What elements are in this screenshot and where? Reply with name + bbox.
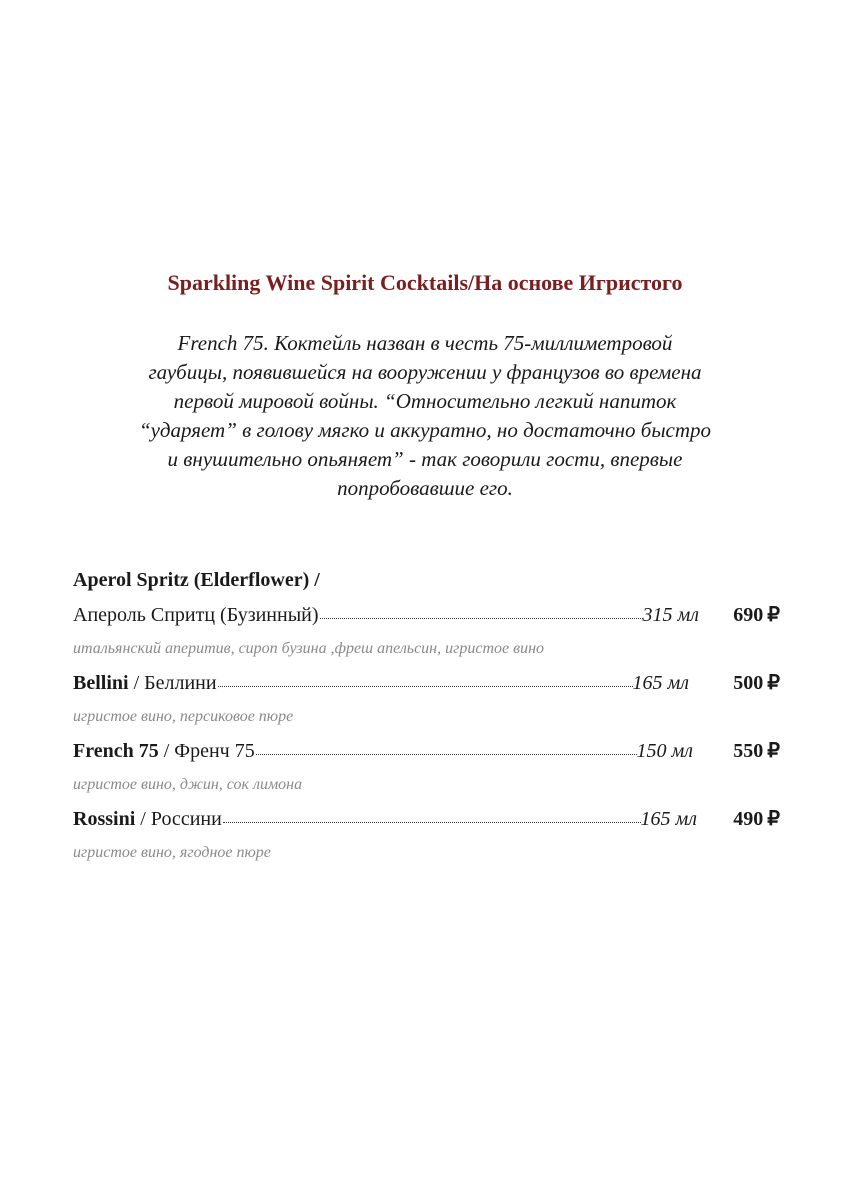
menu-item-name-en: French 75 bbox=[73, 740, 159, 762]
menu-item-name-ru: Апероль Спритц (Бузинный) bbox=[73, 604, 319, 626]
menu-item-description: итальянский аперитив, сироп бузина ,фреш апельсин, игристое вино bbox=[73, 640, 544, 657]
menu-item-name bbox=[73, 666, 689, 700]
menu-item-description: игристое вино, джин, сок лимона bbox=[73, 776, 303, 793]
menu-item-row bbox=[73, 598, 780, 632]
ruble-icon: ₽ bbox=[767, 808, 780, 830]
menu-item-row bbox=[73, 802, 780, 836]
menu-item-volume: 165 мл bbox=[632, 672, 689, 694]
leader-dots bbox=[320, 618, 643, 619]
menu-item-name-en: Bellini bbox=[73, 672, 129, 694]
menu-item-name-ru: Френч 75 bbox=[174, 740, 255, 762]
menu-item-description: игристое вино, персиковое пюре bbox=[73, 708, 294, 725]
menu-item-name-ru: Беллини bbox=[144, 672, 217, 694]
menu-item-volume: 315 мл bbox=[642, 604, 699, 626]
menu-item-name bbox=[73, 734, 693, 768]
price-value: 550 bbox=[733, 740, 764, 762]
intro-line: French 75. Коктейль назван в честь 75-миллиметровой bbox=[177, 331, 673, 355]
name-separator: / bbox=[135, 808, 151, 830]
intro-line: попробовавшие его. bbox=[337, 476, 513, 500]
name-separator: / bbox=[158, 740, 175, 762]
intro-line: первой мировой войны. “Относительно легкий напиток bbox=[173, 389, 677, 413]
menu-item-name-en: Rossini bbox=[73, 808, 136, 830]
menu-item-name-en: Aperol Spritz (Elderflower) / bbox=[73, 569, 320, 591]
menu-item-volume: 165 мл bbox=[640, 808, 697, 830]
leader-dots bbox=[256, 754, 637, 755]
price-value: 500 bbox=[733, 672, 764, 694]
menu-item-row bbox=[73, 666, 780, 700]
intro-line: гаубицы, появившейся на вооружении у французов во времена bbox=[148, 360, 702, 384]
price-value: 490 bbox=[733, 808, 764, 830]
name-separator: / bbox=[128, 672, 145, 694]
ruble-icon: ₽ bbox=[767, 672, 780, 694]
menu-item-row bbox=[73, 734, 780, 768]
leader-dots bbox=[218, 686, 633, 687]
menu-item-name bbox=[73, 598, 699, 632]
intro-line: “ударяет” в голову мягко и аккуратно, но достаточно быстро bbox=[138, 418, 712, 442]
price-value: 690 bbox=[733, 604, 764, 626]
menu-item-description: игристое вино, ягодное пюре bbox=[73, 844, 271, 861]
menu-item-name-ru: Россини bbox=[150, 808, 222, 830]
menu-item-name bbox=[73, 802, 697, 836]
menu-list bbox=[73, 566, 780, 870]
intro-paragraph bbox=[90, 329, 760, 503]
menu-item-price bbox=[733, 734, 780, 768]
section-title: Sparkling Wine Spirit Cocktails/На основе Игристого bbox=[167, 270, 683, 295]
menu-item-price bbox=[733, 802, 780, 836]
leader-dots bbox=[223, 822, 641, 823]
menu-item-price bbox=[733, 598, 780, 632]
ruble-icon: ₽ bbox=[767, 604, 780, 626]
menu-item-price bbox=[733, 666, 780, 700]
intro-line: и внушительно опьяняет” - так говорили гости, впервые bbox=[167, 447, 683, 471]
ruble-icon: ₽ bbox=[767, 740, 780, 762]
menu-item-volume: 150 мл bbox=[636, 740, 693, 762]
